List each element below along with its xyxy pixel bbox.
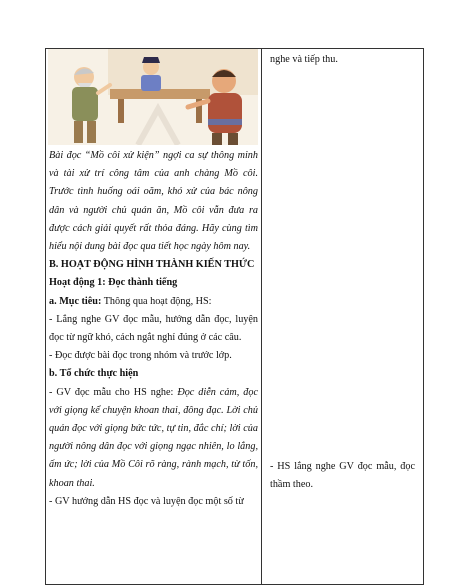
table-row	[46, 49, 424, 585]
teacher-activity-cell	[46, 49, 262, 585]
goal-item: - Đọc được bài đọc trong nhóm và trước lớp.	[49, 350, 232, 362]
goal-label: a. Mục tiêu:	[49, 295, 102, 307]
organization-paragraph	[49, 384, 258, 493]
section-title: B. HOẠT ĐỘNG HÌNH THÀNH KIẾN THỨC	[49, 259, 255, 271]
goal-item: - Lắng nghe GV đọc mẫu, hướng dẫn đọc, luyện đọc từ ngữ khó, cách ngắt nghỉ đúng ở các câu.	[49, 313, 258, 344]
intro-paragraph: Bài đọc “Mồ côi xử kiện” ngợi ca sự thông minh và tài xử trí công tâm của anh chàng Mồ côi. Trước tình huống oái oăm, khó xử của bác nông dân và người chủ quán ăn, Mồ côi vẫn đưa ra được cách giải quyết rất thỏa đáng. Hãy cùng tìm hiểu nội dung bài đọc qua tiết học ngày hôm nay.	[49, 150, 258, 253]
student-activity-cell	[262, 49, 424, 585]
org-lead: - GV đọc mẫu cho HS nghe:	[49, 386, 178, 398]
goal-text: Thông qua hoạt động, HS:	[101, 295, 212, 307]
lesson-table	[45, 48, 424, 585]
organization-label: b. Tổ chức thực hiện	[49, 368, 139, 380]
left-column-text	[46, 145, 261, 511]
goal-line	[49, 293, 258, 311]
activity-title: Hoạt động 1: Đọc thành tiếng	[49, 277, 178, 289]
story-illustration	[48, 49, 258, 145]
organization-paragraph-2: - GV hướng dẫn HS đọc và luyện đọc một số từ	[49, 495, 244, 507]
reading-guidance: Đọc diễn cảm, đọc với giọng kể chuyện khoan thai, đông đạc. Lời chủ quán đọc với giọng bức tức, tự tin, đắc chí; lời của người nông dân đọc với giọng ngạc nhiên, lo lắng, ấm ức; lời của Mồ Côi rõ ràng, rành mạch, từ tốn, khoan thai.	[49, 386, 258, 489]
student-note-1: nghe và tiếp thu.	[270, 54, 338, 65]
student-note-2: - HS lắng nghe GV đọc mẫu, đọc thầm theo.	[270, 461, 415, 491]
